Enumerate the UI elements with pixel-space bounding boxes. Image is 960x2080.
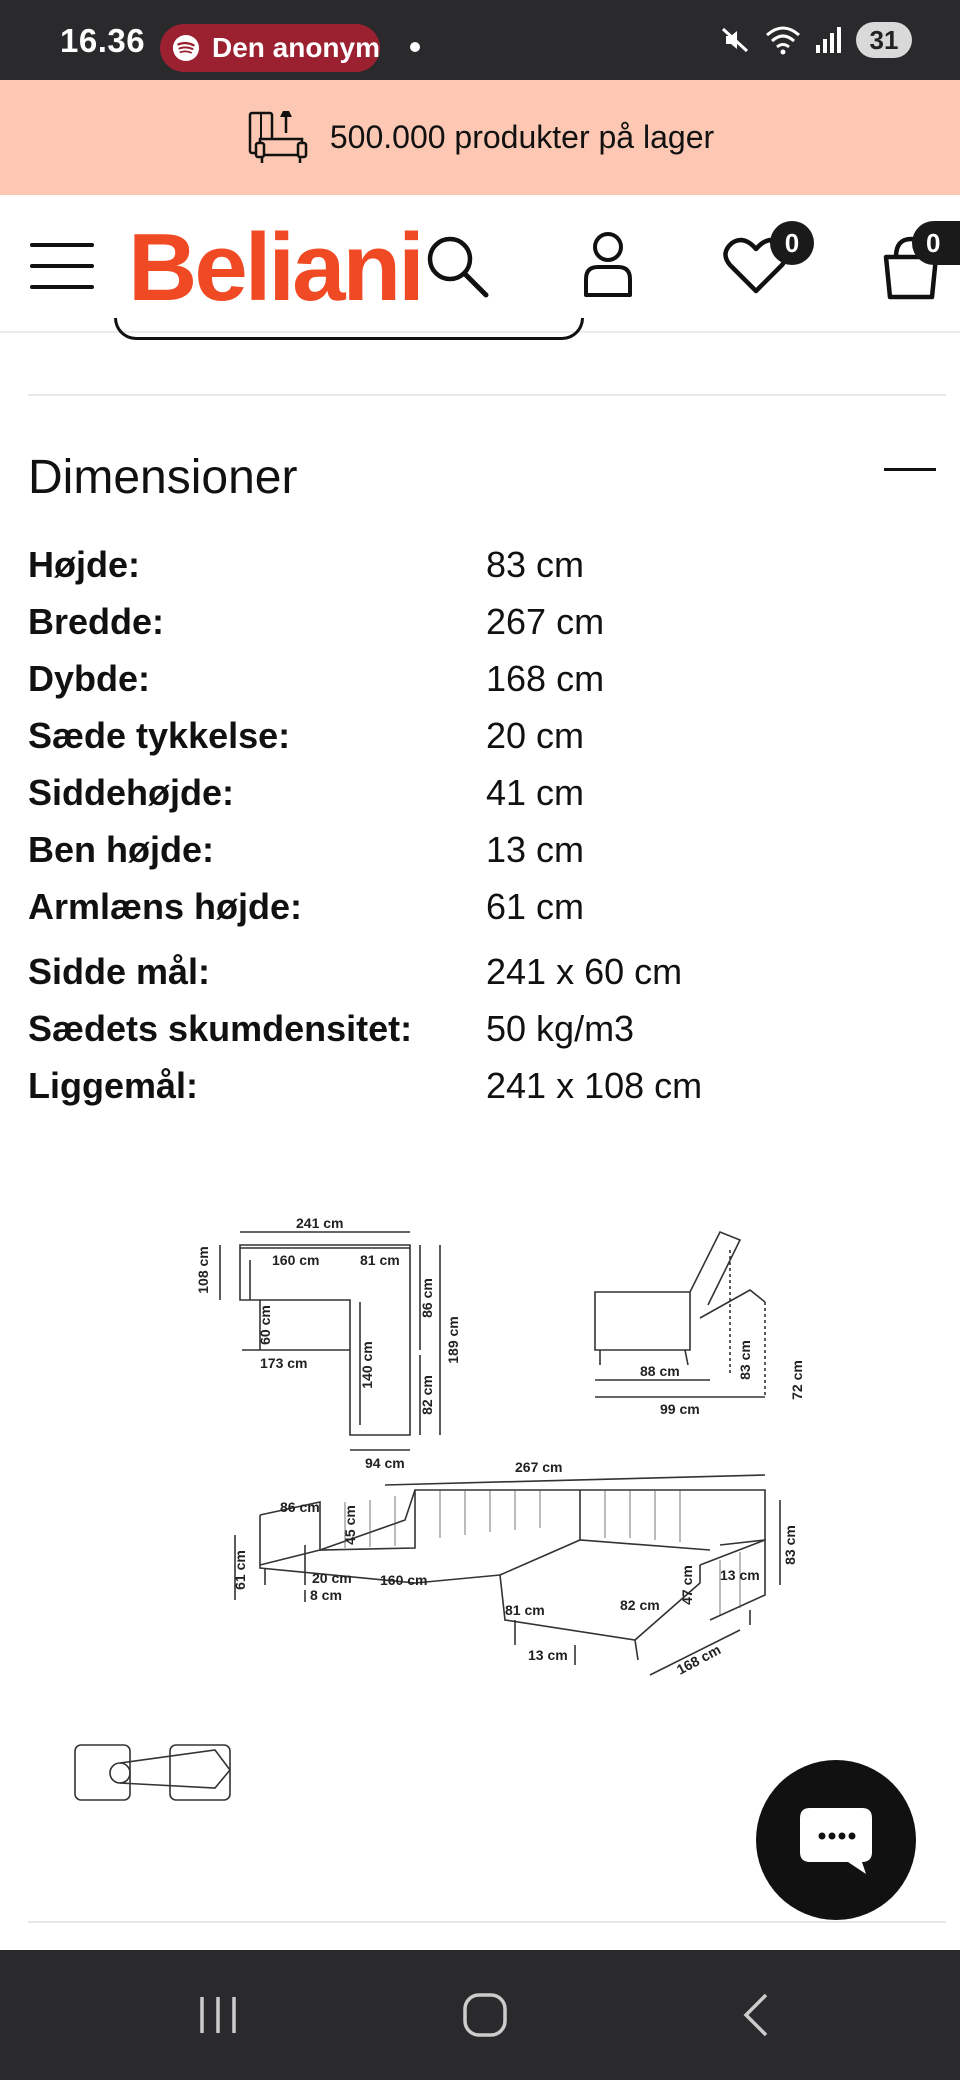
battery-indicator: 31: [856, 22, 912, 58]
status-bar: [0, 0, 960, 80]
label-13-leg: 13 cm: [528, 1647, 568, 1663]
back-button[interactable]: [685, 1950, 825, 2080]
promo-text: 500.000 produkter på lager: [329, 119, 715, 155]
section-divider-bottom: [28, 1921, 946, 1923]
label-81-chaise: 81 cm: [505, 1602, 545, 1618]
label-83-front: 83 cm: [782, 1525, 798, 1565]
label-72: 72 cm: [789, 1360, 805, 1400]
label-241: 241 cm: [296, 1215, 344, 1231]
promo-banner[interactable]: [0, 80, 960, 195]
account-icon[interactable]: [580, 229, 636, 299]
label-8: 8 cm: [310, 1587, 342, 1603]
chat-button[interactable]: [756, 1760, 916, 1920]
wifi-icon: [764, 23, 802, 57]
label-160: 160 cm: [272, 1252, 320, 1268]
sofa-dimension-drawing: [60, 1190, 920, 1850]
status-icons: [718, 22, 912, 58]
label-45: 45 cm: [342, 1505, 358, 1545]
signal-icon: [814, 23, 844, 57]
label-20: 20 cm: [312, 1570, 352, 1586]
label-86-arm: 86 cm: [280, 1499, 320, 1515]
mute-icon: [718, 23, 752, 57]
media-label: Den anonym: [211, 32, 380, 63]
status-time: 16.36: [60, 22, 146, 59]
wishlist-count-badge: 0: [770, 221, 814, 265]
label-88: 88 cm: [640, 1363, 680, 1379]
label-13-arm: 13 cm: [720, 1567, 760, 1583]
dimension-row: Siddehøjde: 41 cm: [28, 771, 585, 813]
notification-dot: [410, 42, 420, 52]
search-icon[interactable]: [422, 231, 492, 301]
label-94: 94 cm: [365, 1455, 405, 1471]
dimension-row: Sæde tykkelse: 20 cm: [28, 714, 585, 756]
dimensions-list: [28, 536, 928, 1114]
dimension-row: Sidde mål: 241 x 60 cm: [28, 950, 683, 992]
dimension-row: Bredde: 267 cm: [28, 600, 605, 642]
label-82: 82 cm: [419, 1375, 435, 1415]
label-168: 168 cm: [673, 1641, 724, 1678]
media-notification-pill[interactable]: [160, 24, 380, 72]
recent-apps-button[interactable]: [148, 1950, 288, 2080]
label-160-seat: 160 cm: [380, 1572, 428, 1588]
label-83-side: 83 cm: [737, 1340, 753, 1380]
label-61: 61 cm: [232, 1550, 248, 1590]
furniture-stock-icon: [246, 109, 308, 167]
label-99: 99 cm: [660, 1401, 700, 1417]
home-icon: [462, 1992, 508, 2038]
label-86: 86 cm: [419, 1278, 435, 1318]
dimension-row: Ben højde: 13 cm: [28, 828, 585, 870]
previous-button-edge[interactable]: [114, 318, 584, 340]
recent-apps-icon: [196, 1995, 240, 2035]
dimension-row: Armlæns højde: 61 cm: [28, 885, 585, 927]
label-60: 60 cm: [257, 1305, 273, 1345]
spotify-icon: [172, 33, 200, 63]
site-header: [0, 195, 960, 333]
section-divider-top: [28, 394, 946, 396]
label-189: 189 cm: [445, 1316, 461, 1364]
collapse-minus-icon[interactable]: [884, 468, 936, 471]
dimension-row: Højde: 83 cm: [28, 543, 585, 585]
label-267: 267 cm: [515, 1459, 563, 1475]
chat-bubble-icon: [796, 1802, 876, 1878]
dimension-row: Dybde: 168 cm: [28, 657, 605, 699]
hamburger-menu-icon[interactable]: [30, 243, 94, 289]
cart-count-badge: 0: [912, 221, 960, 265]
dimensions-heading[interactable]: Dimensioner: [28, 451, 298, 504]
dimension-row: Sædets skumdensitet: 50 kg/m3: [28, 1007, 635, 1049]
label-108: 108 cm: [195, 1246, 211, 1294]
beliani-logo[interactable]: Beliani: [128, 214, 422, 321]
home-button[interactable]: [415, 1950, 555, 2080]
system-navigation-bar: [0, 1950, 960, 2080]
label-173: 173 cm: [260, 1355, 308, 1371]
dimension-row: Liggemål: 241 x 108 cm: [28, 1064, 703, 1106]
back-chevron-icon: [738, 1991, 772, 2039]
label-140: 140 cm: [359, 1341, 375, 1389]
label-81: 81 cm: [360, 1252, 400, 1268]
label-47: 47 cm: [679, 1565, 695, 1605]
label-82-chaise: 82 cm: [620, 1597, 660, 1613]
